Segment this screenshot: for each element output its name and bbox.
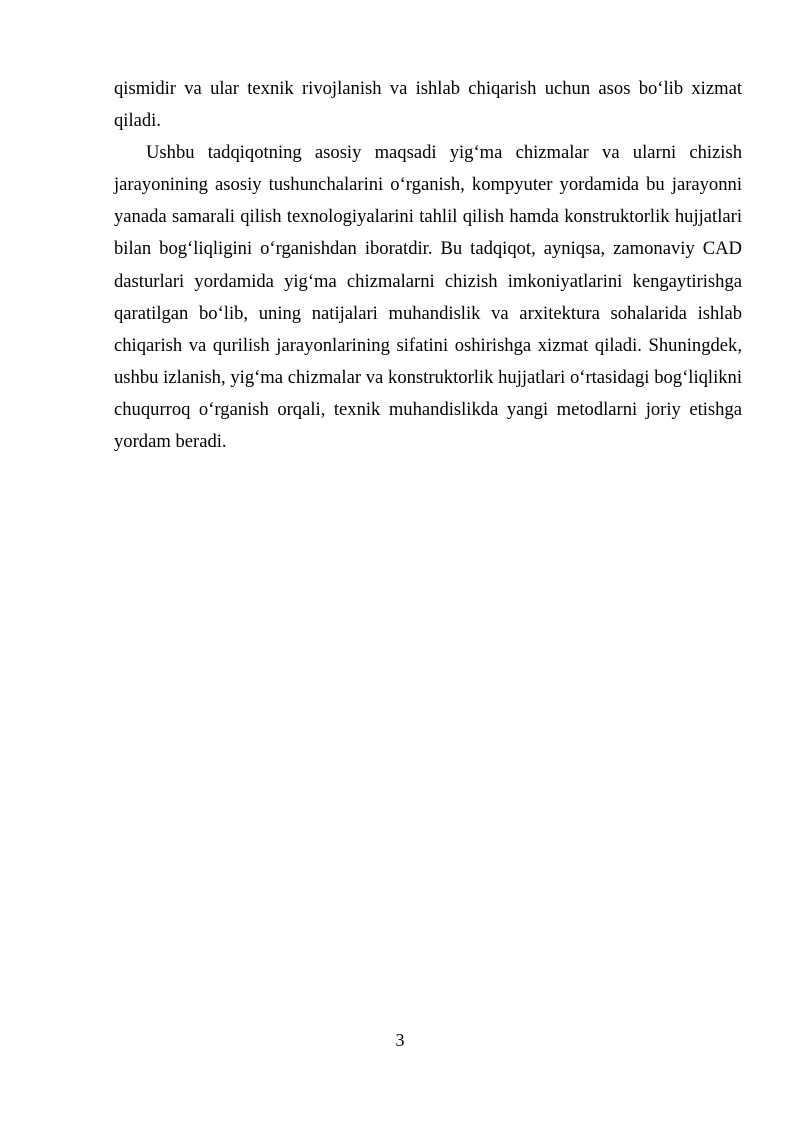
paragraph-research-goal: Ushbu tadqiqotning asosiy maqsadi yig‘ma chizmalar va ularni chizish jarayonining asosiy tushunchalarini o‘rganish, kompyuter yordamida bu jarayonni yanada samarali qilish texnologiyalarini tahlil qilish hamda konstruktorlik hujjatlari bilan bog‘liqligini o‘rganishdan iboratdir. Bu tadqiqot, ayniqsa, zamonaviy CAD dasturlari yordamida yig‘ma chizmalarni chizish imkoniyatlarini kengaytirishga qaratilgan bo‘lib, uning natijalari muhandislik va arxitektura sohalarida ishlab chiqarish va qurilish jarayonlarining sifatini oshirishga xizmat qiladi. Shuningdek, ushbu izlanish, yig‘ma chizmalar va konstruktorlik hujjatlari o‘rtasidagi bog‘liqlikni chuqurroq o‘rganish orqali, texnik muhandislikda yangi metodlarni joriy etishga yordam beradi. [114,142,742,453]
paragraph-continuation: qismidir va ular texnik rivojlanish va ishlab chiqarish uchun asos bo‘lib xizmat qiladi. [114,78,742,132]
body-text [114,73,742,458]
page-number: 3 [395,1030,405,1050]
